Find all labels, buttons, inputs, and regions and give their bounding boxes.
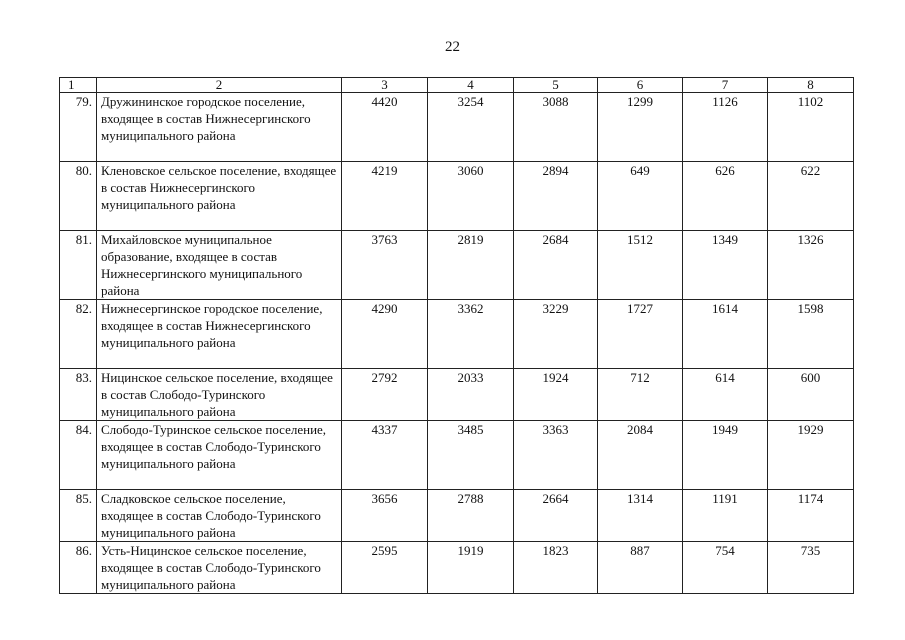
municipality-name: Ницинское сельское поселение, входящее в состав Слободо-Туринского муниципального района [97, 369, 342, 421]
column-header: 2 [97, 78, 342, 93]
row-number: 82. [60, 300, 97, 369]
table-row [60, 369, 854, 421]
value-cell: 735 [768, 542, 854, 594]
value-cell: 4219 [342, 162, 428, 231]
value-cell: 1919 [428, 542, 514, 594]
value-cell: 2819 [428, 231, 514, 300]
value-cell: 4337 [342, 421, 428, 490]
value-cell: 2595 [342, 542, 428, 594]
value-cell: 3060 [428, 162, 514, 231]
table-row [60, 490, 854, 542]
value-cell: 3088 [514, 93, 598, 162]
table-row [60, 231, 854, 300]
value-cell: 4420 [342, 93, 428, 162]
municipality-name: Сладковское сельское поселение, входящее в состав Слободо-Туринского муниципального района [97, 490, 342, 542]
table-row [60, 300, 854, 369]
value-cell: 2792 [342, 369, 428, 421]
municipality-name: Нижнесергинское городское поселение, входящее в состав Нижнесергинского муниципального района [97, 300, 342, 369]
value-cell: 2033 [428, 369, 514, 421]
column-header: 7 [683, 78, 768, 93]
value-cell: 2894 [514, 162, 598, 231]
header-row [60, 78, 854, 93]
table-row [60, 162, 854, 231]
value-cell: 3254 [428, 93, 514, 162]
table-row [60, 421, 854, 490]
value-cell: 600 [768, 369, 854, 421]
value-cell: 1326 [768, 231, 854, 300]
value-cell: 2084 [598, 421, 683, 490]
municipality-name: Кленовское сельское поселение, входящее в состав Нижнесергинского муниципального района [97, 162, 342, 231]
row-number: 79. [60, 93, 97, 162]
column-header: 1 [60, 78, 97, 93]
value-cell: 1823 [514, 542, 598, 594]
row-number: 81. [60, 231, 97, 300]
value-cell: 1512 [598, 231, 683, 300]
municipality-name: Михайловское муниципальное образование, входящее в состав Нижнесергинского муниципального района [97, 231, 342, 300]
table-row [60, 542, 854, 594]
column-header: 5 [514, 78, 598, 93]
value-cell: 1614 [683, 300, 768, 369]
value-cell: 3363 [514, 421, 598, 490]
population-table [59, 77, 854, 594]
value-cell: 1598 [768, 300, 854, 369]
value-cell: 3362 [428, 300, 514, 369]
value-cell: 1949 [683, 421, 768, 490]
value-cell: 1299 [598, 93, 683, 162]
row-number: 80. [60, 162, 97, 231]
municipality-name: Дружининское городское поселение, входящее в состав Нижнесергинского муниципального района [97, 93, 342, 162]
value-cell: 754 [683, 542, 768, 594]
row-number: 85. [60, 490, 97, 542]
value-cell: 887 [598, 542, 683, 594]
row-number: 83. [60, 369, 97, 421]
column-header: 8 [768, 78, 854, 93]
value-cell: 1929 [768, 421, 854, 490]
value-cell: 712 [598, 369, 683, 421]
municipality-name: Слободо-Туринское сельское поселение, входящее в состав Слободо-Туринского муниципального района [97, 421, 342, 490]
value-cell: 2684 [514, 231, 598, 300]
value-cell: 2664 [514, 490, 598, 542]
table-row [60, 93, 854, 162]
value-cell: 1314 [598, 490, 683, 542]
value-cell: 3485 [428, 421, 514, 490]
value-cell: 2788 [428, 490, 514, 542]
value-cell: 3763 [342, 231, 428, 300]
municipality-name: Усть-Ницинское сельское поселение, входящее в состав Слободо-Туринского муниципального района [97, 542, 342, 594]
page-number: 22 [445, 39, 460, 55]
value-cell: 1727 [598, 300, 683, 369]
column-header: 4 [428, 78, 514, 93]
row-number: 84. [60, 421, 97, 490]
value-cell: 649 [598, 162, 683, 231]
value-cell: 1126 [683, 93, 768, 162]
value-cell: 614 [683, 369, 768, 421]
value-cell: 1174 [768, 490, 854, 542]
value-cell: 622 [768, 162, 854, 231]
value-cell: 3229 [514, 300, 598, 369]
value-cell: 1924 [514, 369, 598, 421]
value-cell: 1349 [683, 231, 768, 300]
value-cell: 626 [683, 162, 768, 231]
value-cell: 1102 [768, 93, 854, 162]
column-header: 3 [342, 78, 428, 93]
row-number: 86. [60, 542, 97, 594]
value-cell: 4290 [342, 300, 428, 369]
value-cell: 1191 [683, 490, 768, 542]
value-cell: 3656 [342, 490, 428, 542]
column-header: 6 [598, 78, 683, 93]
